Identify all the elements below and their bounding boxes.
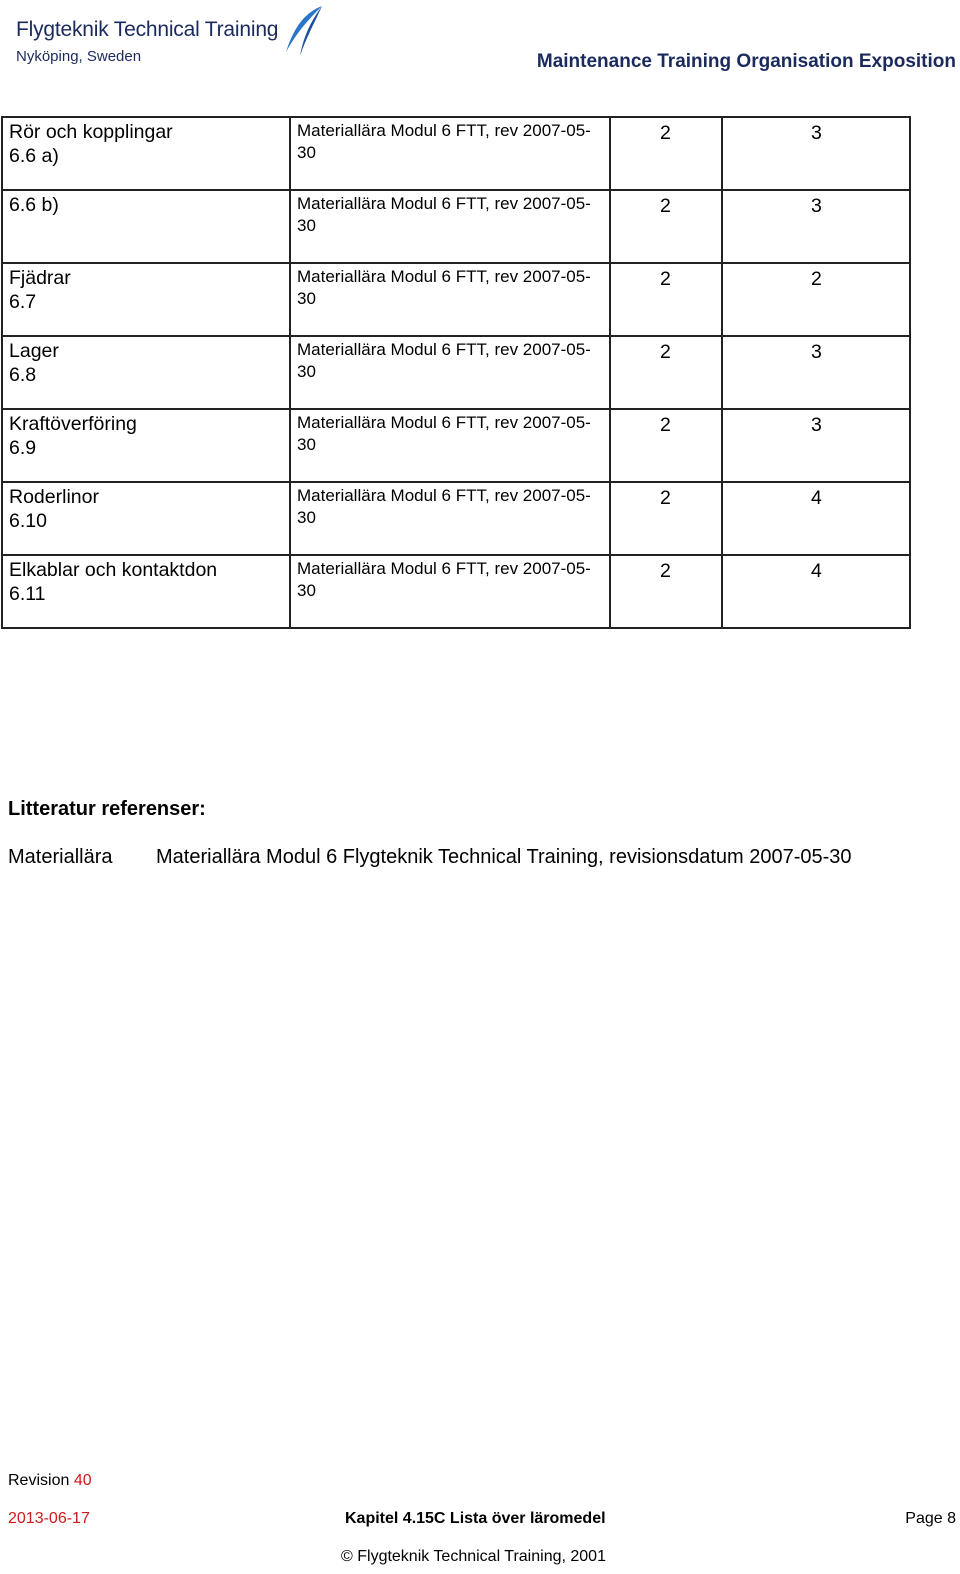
- logo-location: Nyköping, Sweden: [16, 48, 142, 65]
- logo-company-name: Flygteknik Technical Training: [16, 18, 279, 41]
- subject-code: 6.11: [9, 583, 46, 605]
- cell-reference: [290, 336, 610, 409]
- subject-code: 6.7: [9, 291, 37, 313]
- table-row: [2, 409, 910, 482]
- subject-text: [3, 483, 289, 533]
- subject-name: Roderlinor: [9, 486, 99, 508]
- revision-label: Revision: [8, 1472, 70, 1489]
- level-1-value: 2: [660, 268, 671, 290]
- cell-level-2: [722, 190, 910, 263]
- cell-level-1: [610, 190, 722, 263]
- table-row: [2, 117, 910, 190]
- cell-subject: [2, 336, 290, 409]
- subject-text: [3, 337, 289, 387]
- subject-code: 6.9: [9, 437, 37, 459]
- reference-text: Materiallära Modul 6 FTT, rev 2007-05-30: [297, 340, 591, 381]
- table-row: [2, 336, 910, 409]
- cell-level-2: [722, 336, 910, 409]
- cell-level-1: [610, 409, 722, 482]
- footer-date: 2013-06-17: [8, 1510, 90, 1527]
- reference-text: Materiallära Modul 6 FTT, rev 2007-05-30: [297, 121, 591, 162]
- revision-number: 40: [73, 1472, 92, 1489]
- cell-reference: [290, 263, 610, 336]
- subject-text: [3, 556, 289, 606]
- cell-subject: [2, 482, 290, 555]
- table-row: [2, 263, 910, 336]
- cell-level-2: [722, 263, 910, 336]
- table-row: [2, 555, 910, 628]
- subject-text: [3, 191, 289, 217]
- cell-level-1: [610, 336, 722, 409]
- cell-reference: [290, 482, 610, 555]
- subject-code: 6.10: [9, 510, 47, 532]
- cell-reference: [290, 190, 610, 263]
- footer-page-number: Page 8: [905, 1510, 956, 1527]
- table-row: [2, 190, 910, 263]
- literature-value: Materiallära Modul 6 Flygteknik Technical Training, revisionsdatum 2007-05-30: [156, 846, 852, 868]
- materials-table-body: [2, 117, 910, 628]
- subject-text: [3, 118, 289, 168]
- materials-table: [1, 116, 911, 629]
- reference-text: Materiallära Modul 6 FTT, rev 2007-05-30: [297, 413, 591, 454]
- cell-subject: [2, 190, 290, 263]
- footer-copyright: © Flygteknik Technical Training, 2001: [341, 1548, 606, 1565]
- level-1-value: 2: [660, 560, 671, 582]
- logo-swoosh-icon: [276, 4, 324, 62]
- cell-level-2: [722, 409, 910, 482]
- subject-code: 6.6 b): [9, 194, 59, 216]
- reference-text: Materiallära Modul 6 FTT, rev 2007-05-30: [297, 559, 591, 600]
- level-2-value: 2: [811, 268, 822, 290]
- level-1-value: 2: [660, 195, 671, 217]
- company-logo: [14, 4, 314, 70]
- cell-reference: [290, 555, 610, 628]
- cell-reference: [290, 409, 610, 482]
- level-1-value: 2: [660, 122, 671, 144]
- literature-heading: Litteratur referenser:: [8, 798, 206, 820]
- reference-text: Materiallära Modul 6 FTT, rev 2007-05-30: [297, 486, 591, 527]
- cell-level-2: [722, 482, 910, 555]
- revision-info: [8, 1472, 92, 1490]
- cell-level-2: [722, 555, 910, 628]
- cell-reference: [290, 117, 610, 190]
- level-2-value: 3: [811, 122, 822, 144]
- cell-level-1: [610, 555, 722, 628]
- cell-subject: [2, 409, 290, 482]
- cell-subject: [2, 555, 290, 628]
- subject-name: Lager: [9, 340, 59, 362]
- level-2-value: 3: [811, 341, 822, 363]
- subject-name: Fjädrar: [9, 267, 71, 289]
- cell-level-1: [610, 482, 722, 555]
- table-row: [2, 482, 910, 555]
- level-2-value: 4: [811, 560, 822, 582]
- level-2-value: 3: [811, 414, 822, 436]
- cell-subject: [2, 117, 290, 190]
- cell-level-1: [610, 117, 722, 190]
- subject-name: Rör och kopplingar: [9, 121, 173, 143]
- level-1-value: 2: [660, 341, 671, 363]
- page-header-title: Maintenance Training Organisation Exposition: [536, 51, 956, 72]
- cell-level-2: [722, 117, 910, 190]
- subject-name: Elkablar och kontaktdon: [9, 559, 218, 581]
- subject-text: [3, 410, 289, 460]
- subject-text: [3, 264, 289, 314]
- level-2-value: 4: [811, 487, 822, 509]
- level-2-value: 3: [811, 195, 822, 217]
- cell-subject: [2, 263, 290, 336]
- level-1-value: 2: [660, 487, 671, 509]
- cell-level-1: [610, 263, 722, 336]
- reference-text: Materiallära Modul 6 FTT, rev 2007-05-30: [297, 194, 591, 235]
- subject-code: 6.8: [9, 364, 37, 386]
- subject-name: Kraftöverföring: [9, 413, 137, 435]
- reference-text: Materiallära Modul 6 FTT, rev 2007-05-30: [297, 267, 591, 308]
- level-1-value: 2: [660, 414, 671, 436]
- subject-code: 6.6 a): [9, 145, 59, 167]
- footer-chapter: Kapitel 4.15C Lista över läromedel: [345, 1510, 606, 1527]
- literature-label: Materiallära: [8, 846, 113, 868]
